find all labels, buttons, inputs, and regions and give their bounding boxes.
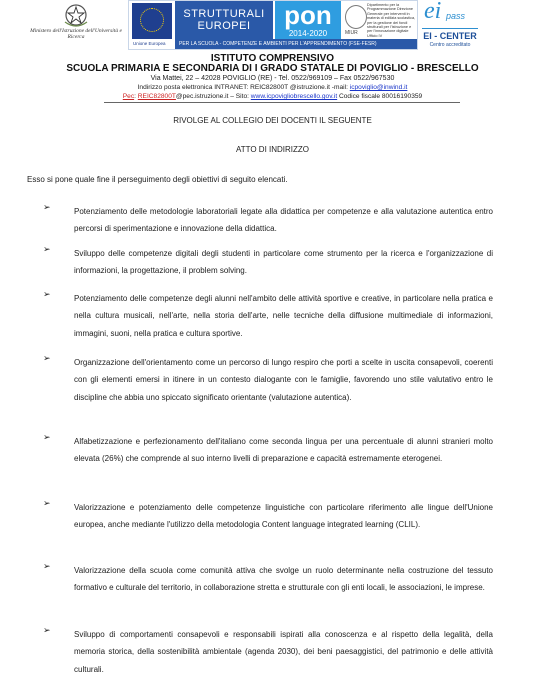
- objective-text: Alfabetizzazione e perfezionamento dell'italiano come seconda lingua per una percentuale di alunni stranieri molto elevata (26%) che comprende al suo interno livelli di preparazione e capacità estremamente eterogenei.: [74, 437, 493, 464]
- ministry-text: Ministero dell'Istruzione dell'Università e Ricerca: [30, 28, 122, 40]
- dipartimento-text: Dipartimento per la Programmazione Direzione Generale per interventi in materia di edilizia scolastica, per la gestione dei fondi strutturali per l'istruzione e per l'innovazione digitale Ufficio IV: [367, 3, 416, 38]
- pon-strip: PER LA SCUOLA - COMPETENZE E AMBIENTI PER L'APPRENDIMENTO (FSE-FESR): [175, 39, 417, 49]
- objective-item: [43, 498, 493, 534]
- email-line: [0, 84, 545, 91]
- republic-emblem-icon: [61, 2, 91, 28]
- school-address: Via Mattei, 22 – 42028 POVIGLIO (RE) - Tel. 0522/969109 – Fax 0522/967530: [150, 75, 395, 82]
- bullet-arrow-icon: ➢: [43, 625, 51, 635]
- bullet-arrow-icon: ➢: [43, 498, 51, 508]
- pon-years: 2014-2020: [288, 29, 328, 38]
- objective-text: Valorizzazione e potenziamento delle competenze linguistiche con particolare riferimento alle lingue dell'Unione europea, anche mediante l'utilizzo della metodologia Content language integrated learning (CLIL).: [74, 503, 493, 530]
- bullet-arrow-icon: ➢: [43, 353, 51, 363]
- objective-item: [43, 244, 493, 280]
- objective-item: [43, 353, 493, 406]
- objective-text: Valorizzazione della scuola come comunità attiva che svolge un ruolo determinante nella costruzione del tessuto formativo e culturale del territorio, in collaborazione stretta e strutturale con gli enti locali, le associazioni, le imprese.: [74, 566, 493, 593]
- bullet-arrow-icon: ➢: [43, 561, 51, 571]
- eu-flag-icon: [132, 3, 172, 39]
- email-link[interactable]: icpoviglio@inwind.it: [349, 84, 408, 91]
- objective-text: Sviluppo delle competenze digitali degli studenti in particolare come strumento per la ricerca e l'organizzazione di informazioni, la progettazione, il problem solving.: [74, 249, 493, 276]
- objective-text: Organizzazione dell'orientamento come un percorso di lungo respiro che porti a scelte in uscita consapevoli, coerenti con gli elementi emersi in itinere in un contesto dialogante con le famiglie, favorendo uno stile valutativo entro le discipline che abbia uno spiccato significato orientante (valutazione autentica).: [74, 358, 493, 402]
- fondi-strutturali-text: STRUTTURALI EUROPEI: [175, 1, 273, 39]
- email-prefix: Indirizzo posta elettronica INTRANET: REIC82800T @istruzione.it -mail:: [137, 84, 350, 91]
- intro-paragraph: Esso si pone quale fine il perseguimento degli obiettivi di seguito elencati.: [27, 175, 288, 184]
- ei-logo-text: ei: [424, 0, 442, 24]
- objective-item: [43, 202, 493, 238]
- republic-small-emblem-icon: [345, 5, 367, 29]
- objective-text: Sviluppo di comportamenti consapevoli e responsabili ispirati alla conoscenza e al rispetto della legalità, della memoria storica, della sostenibilità ambientale (agenda 2030), dei beni paesaggistici, del patrimonio e delle attività culturali.: [74, 630, 493, 674]
- objective-text: Potenziamento delle metodologie laboratoriali legate alla didattica per competenze e alla valutazione autentica entro percorsi di sperimentazione e innovazione della didattica.: [74, 207, 493, 234]
- eu-caption: Unione Europea: [133, 41, 166, 46]
- pec-label: Pec: [122, 93, 135, 100]
- atto-heading: ATTO DI INDIRIZZO: [235, 145, 310, 154]
- school-title: ISTITUTO COMPRENSIVO: [210, 53, 335, 64]
- bullet-arrow-icon: ➢: [43, 432, 51, 442]
- objective-item: [43, 625, 493, 678]
- pec-line: Pec: REIC82800T@pec.istruzione.it – Sito: www.icpovigliobrescello.gov.it Codice fiscale 80016190359: [122, 93, 423, 100]
- pon-word: pon: [275, 1, 341, 39]
- bullet-arrow-icon: ➢: [43, 244, 51, 254]
- miur-label: MIUR: [345, 30, 358, 36]
- objective-item: [43, 432, 493, 468]
- header-divider: [104, 102, 460, 103]
- eipass-logo: [422, 0, 478, 50]
- pon-logo: [128, 0, 418, 50]
- bullet-arrow-icon: ➢: [43, 289, 51, 299]
- objective-text: Potenziamento delle competenze degli alunni nell'ambito delle attività sportive e creative, in particolare nella pratica e nella cultura musicali, nell'arte, nella storia dell'arte, nelle tecniche della diffusione multimediale di informazioni, immagini, suoni, nella pratica e cultura sportive.: [74, 294, 493, 338]
- pec-code[interactable]: REIC82800T: [137, 93, 176, 100]
- ei-center-label: EI - CENTER: [422, 28, 478, 43]
- objective-item: [43, 561, 493, 597]
- ei-center-subtitle: Centro accreditato: [429, 42, 471, 48]
- ei-pass-text: pass: [446, 11, 466, 21]
- bullet-arrow-icon: ➢: [43, 202, 51, 212]
- ministry-logo: [30, 2, 122, 52]
- rivolge-heading: RIVOLGE AL COLLEGIO DEI DOCENTI IL SEGUENTE: [173, 116, 372, 125]
- fiscal-code: Codice fiscale 80016190359: [337, 93, 423, 100]
- school-subtitle: SCUOLA PRIMARIA E SECONDARIA DI I GRADO STATALE DI POVIGLIO - BRESCELLO: [66, 63, 479, 74]
- objective-item: [43, 289, 493, 342]
- site-link[interactable]: www.icpovigliobrescello.gov.it: [250, 93, 338, 100]
- header-banner: [0, 0, 545, 54]
- pec-mid: @pec.istruzione.it – Sito:: [175, 93, 251, 100]
